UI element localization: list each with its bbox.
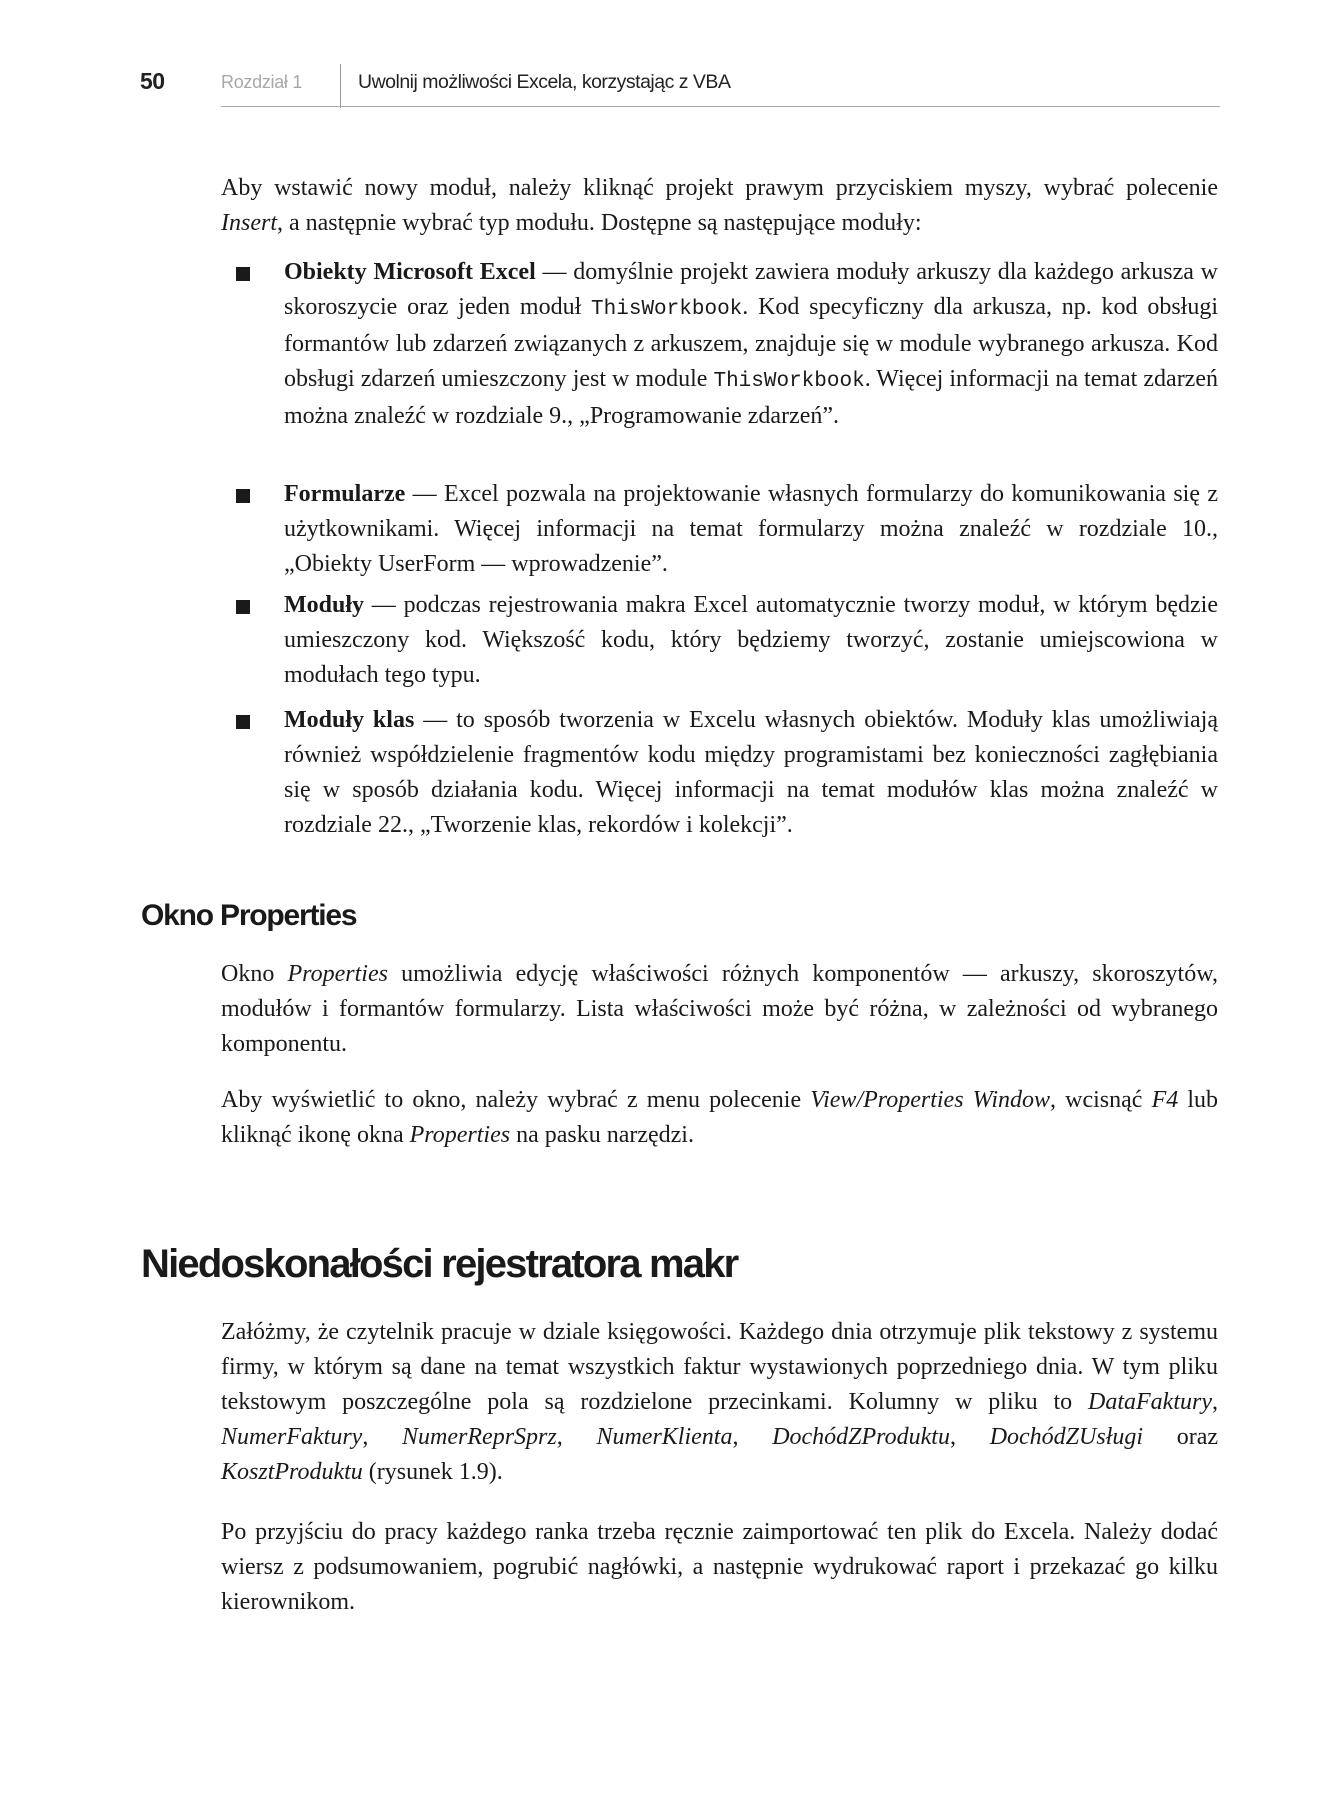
- properties-paragraph-1: Okno Properties umożliwia edycję właściwości różnych komponentów — arkuszy, skoroszytów, modułów i formantów formularzy. Lista właściwości może być różna, w zależności od wybranego komponentu.: [221, 961, 1218, 1057]
- chapter-label: Rozdział 1: [221, 72, 303, 92]
- section-heading-properties: Okno Properties: [141, 899, 357, 932]
- list-item: Moduły klas — to sposób tworzenia w Excelu własnych obiektów. Moduły klas umożliwiają również współdzielenie fragmentów kodu między programistami bez konieczności zagłębiania się w sposób działania kodu. Więcej informacji na temat modułów klas można znaleźć w rozdziale 22., „Tworzenie klas, rekordów i kolekcji”.: [284, 707, 1218, 838]
- bullet-square-icon: [236, 489, 250, 503]
- header-divider: [340, 64, 341, 108]
- list-item: Moduły — podczas rejestrowania makra Excel automatycznie tworzy moduł, w którym będzie umieszczony kod. Większość kodu, który będziemy tworzyć, zostanie umiejscowiona w modułach tego typu.: [284, 592, 1218, 688]
- running-header: [140, 64, 1220, 108]
- list-item: Formularze — Excel pozwala na projektowanie własnych formularzy do komunikowania się z użytkownikami. Więcej informacji na temat formularzy można znaleźć w rozdziale 10., „Obiekty UserForm — wprowadzenie”.: [284, 481, 1218, 577]
- bullet-square-icon: [236, 600, 250, 614]
- list-item: Obiekty Microsoft Excel — domyślnie projekt zawiera moduły arkuszy dla każdego arkusza w skoroszycie oraz jeden moduł ThisWorkbook. Kod specyficzny dla arkusza, np. kod obsługi formantów lub zdarzeń związanych z arkuszem, znajduje się w module wybranego arkusza. Kod obsługi zdarzeń umieszczony jest w module ThisWorkbook. Więcej informacji na temat zdarzeń można znaleźć w rozdziale 9., „Programowanie zdarzeń”.: [284, 259, 1218, 429]
- intro-paragraph: Aby wstawić nowy moduł, należy kliknąć projekt prawym przyciskiem myszy, wybrać polecenie Insert, a następnie wybrać typ modułu. Dostępne są następujące moduły:: [221, 175, 1218, 236]
- properties-paragraph-2: Aby wyświetlić to okno, należy wybrać z menu polecenie View/Properties Window, wcisnąć F4 lub kliknąć ikonę okna Properties na pasku narzędzi.: [221, 1087, 1219, 1148]
- recorder-paragraph-1: Załóżmy, że czytelnik pracuje w dziale księgowości. Każdego dnia otrzymuje plik tekstowy z systemu firmy, w którym są dane na temat wszystkich faktur wystawionych poprzedniego dnia. W tym pliku tekstowym poszczególne pola są rozdzielone przecinkami. Kolumny w pliku to DataFaktury, NumerFaktury, NumerReprSprz, NumerKlienta, DochódZProduktu, DochódZUsługi oraz KosztProduktu (rysunek 1.9).: [221, 1319, 1219, 1485]
- recorder-paragraph-2: Po przyjściu do pracy każdego ranka trzeba ręcznie zaimportować ten plik do Excela. Należy dodać wiersz z podsumowaniem, pogrubić nagłówki, a następnie wydrukować raport i przekazać go kilku kierownikom.: [221, 1519, 1218, 1615]
- book-title: Uwolnij możliwości Excela, korzystając z VBA: [358, 71, 731, 93]
- bullet-square-icon: [236, 267, 250, 281]
- header-rule: [221, 106, 1220, 107]
- chapter-section-heading: Niedoskonałości rejestratora makr: [141, 1242, 738, 1286]
- bullet-square-icon: [236, 715, 250, 729]
- page-number: 50: [140, 68, 165, 94]
